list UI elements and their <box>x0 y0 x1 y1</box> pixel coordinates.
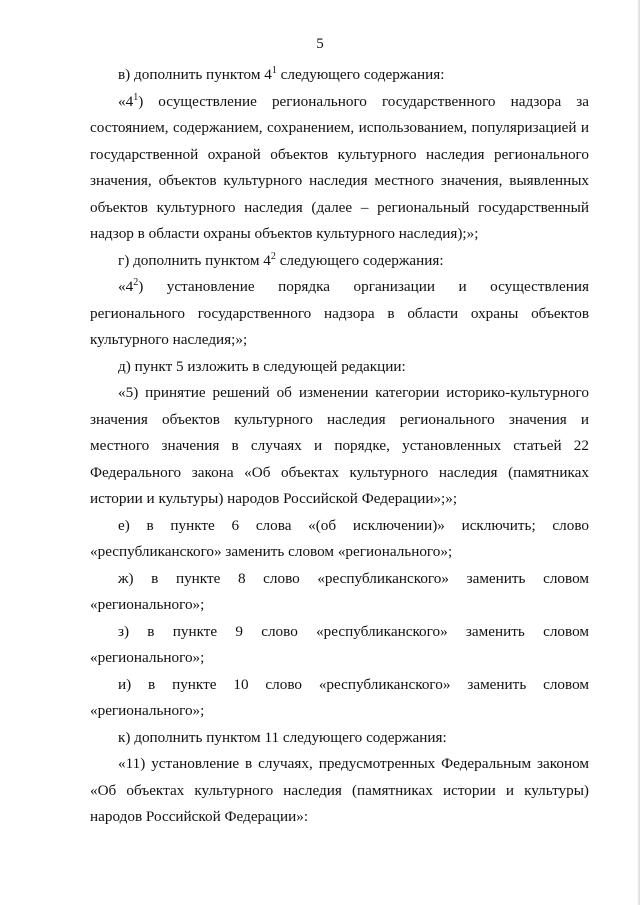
paragraph-item-4-2 <box>90 274 589 354</box>
paragraph-text: ) осуществление регионального государственного надзора за состоянием, содержанием, сохранением, использованием, популяризацией и государственной охраной объектов культурного наследия регионального значения, объектов культурного наследия местного значения, выявленных объектов культурного наследия (далее – региональный государственный надзор в области охраны объектов культурного наследия);»; <box>90 92 589 242</box>
paragraph-item-4-1 <box>90 89 589 248</box>
superscript: 2 <box>133 276 139 288</box>
paragraph-k: к) дополнить пунктом 11 следующего содержания: <box>118 728 447 746</box>
paragraph-text: следующего содержания: <box>276 66 445 83</box>
paragraph-e: е) в пункте 6 слова «(об исключении)» исключить; слово «республиканского» заменить словом «регионального»; <box>90 516 589 560</box>
paragraph-text: следующего содержания: <box>275 251 444 269</box>
paragraph-zh: ж) в пункте 8 слово «республиканского» заменить словом «регионального»; <box>90 569 589 613</box>
paragraph-d: д) пункт 5 изложить в следующей редакции: <box>118 357 406 375</box>
paragraph-v <box>90 62 589 89</box>
paragraph-text: г) дополнить пунктом 4 <box>118 251 271 269</box>
superscript: 2 <box>270 250 276 262</box>
paragraph-g <box>90 248 589 275</box>
paragraph-i: и) в пункте 10 слово «республиканского» заменить словом «регионального»; <box>90 675 589 719</box>
superscript: 1 <box>133 91 139 103</box>
paragraph-item-11: «11) установление в случаях, предусмотренных Федеральным законом «Об объектах культурного наследия (памятниках истории и культуры) народов Российской Федерации»: <box>90 755 589 825</box>
superscript: 1 <box>271 64 277 76</box>
paragraph-text: в) дополнить пунктом 4 <box>118 66 272 83</box>
paragraph-item-5: «5) принятие решений об изменении категории историко-культурного значения объектов культурного наследия регионального значения и местного значения в случаях и порядке, установленных статьей 22 Федерального закона «Об объектах культурного наследия (памятниках истории и культуры) народов Российской Федерации»;»; <box>90 384 589 507</box>
paragraph-text: «4 <box>118 92 134 110</box>
page-number: 5 <box>316 36 324 52</box>
document-body <box>90 62 589 831</box>
paragraph-text: ) установление порядка организации и осуществления регионального государственного надзора в области охраны объектов культурного наследия;»; <box>90 278 589 348</box>
paragraph-z: з) в пункте 9 слово «республиканского» заменить словом «регионального»; <box>90 622 589 666</box>
paragraph-text: «4 <box>118 278 134 295</box>
